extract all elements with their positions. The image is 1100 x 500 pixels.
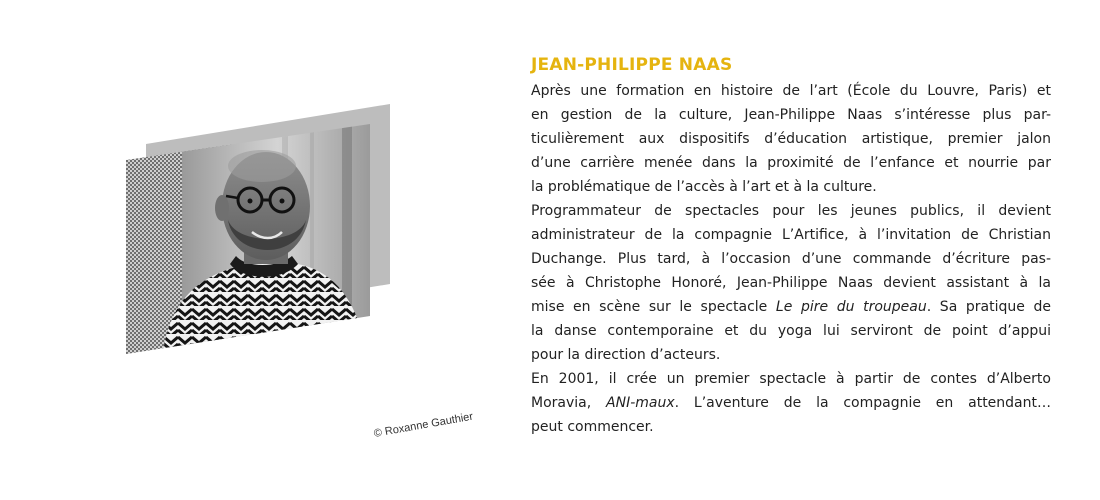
bio-text: . Sa pratique de <box>926 299 1051 315</box>
bio-line: la danse contemporaine et du yoga lui serviront de point d’appui <box>531 323 1051 339</box>
bio-line: ticulièrement aux dispositifs d’éducation artistique, premier jalon <box>531 131 1051 147</box>
bio-line: Programmateur de spectacles pour les jeunes publics, il devient <box>531 203 1051 219</box>
show-title: Le pire du troupeau <box>775 299 927 315</box>
bio-line: d’une carrière menée dans la proximité de l’enfance et nourrie par <box>531 155 1051 171</box>
bio-text: mise en scène sur le spectacle <box>531 299 776 315</box>
bio-line: pour la direction d’acteurs. <box>531 347 721 363</box>
bio-line: en gestion de la culture, Jean-Philippe Naas s’intéresse plus par- <box>531 107 1051 123</box>
bio-line-with-title <box>531 295 1051 319</box>
bio-line: peut commencer. <box>531 419 654 435</box>
bio-line: sée à Christophe Honoré, Jean-Philippe Naas devient assistant à la <box>531 275 1051 291</box>
photo-credit: © Roxanne Gauthier <box>372 410 474 440</box>
show-title: ANI-maux <box>606 395 675 411</box>
author-photo-block <box>122 96 474 440</box>
bio-line: Duchange. Plus tard, à l’occasion d’une commande d’écriture pas- <box>531 251 1051 267</box>
bio-section <box>531 53 1051 439</box>
bio-text: Moravia, <box>531 395 607 411</box>
bio-paragraph-1 <box>531 79 1051 199</box>
bio-line: Après une formation en histoire de l’art (École du Louvre, Paris) et <box>531 83 1051 99</box>
bio-line: la problématique de l’accès à l’art et à la culture. <box>531 179 877 195</box>
bio-line: En 2001, il crée un premier spectacle à partir de contes d’Alberto <box>531 371 1051 387</box>
bio-text: . L’aventure de la compagnie en attendant… <box>674 395 1051 411</box>
author-photo <box>122 96 394 358</box>
person-name-heading: JEAN-PHILIPPE NAAS <box>531 55 733 75</box>
bio-line: administrateur de la compagnie L’Artifice, à l’invitation de Christian <box>531 227 1051 243</box>
bio-paragraph-2 <box>531 199 1051 367</box>
bio-paragraph-3 <box>531 367 1051 439</box>
bio-line-with-title <box>531 391 1051 415</box>
